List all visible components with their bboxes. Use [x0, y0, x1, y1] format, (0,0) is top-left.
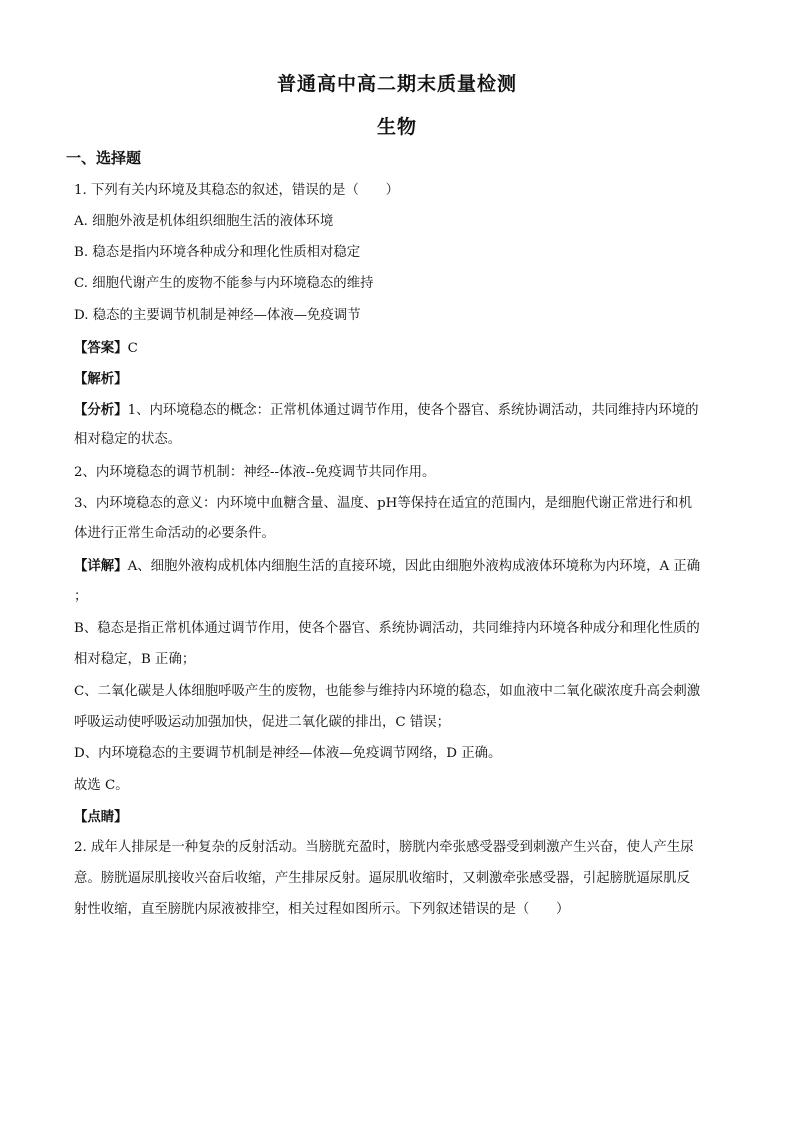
- answer-tag: 【答案】: [74, 340, 128, 356]
- question-2-stem-1: 2. 成年人排尿是一种复杂的反射活动。当膀胱充盈时，膀胱内牵张感受器受到刺激产生兴奋，使人产生尿: [74, 840, 694, 855]
- exam-title: 普通高中高二期末质量检测: [276, 73, 517, 95]
- section-heading: 一、选择题: [66, 149, 142, 167]
- xiangjie-tag: 【详解】: [74, 558, 128, 574]
- jiexi-tag: 【解析】: [74, 371, 128, 387]
- fenxi-line-3: 3、内环境稳态的意义：内环境中血糖含量、温度、pH等保持在适宜的范围内，是细胞代谢正常进行和机: [74, 496, 692, 511]
- fenxi-line-1b: 相对稳定的状态。: [74, 432, 182, 447]
- answer-line: [74, 338, 138, 359]
- xiangjie-line-a2: ；: [74, 589, 88, 604]
- option-c: C. 细胞代谢产生的废物不能参与内环境稳态的维持: [74, 276, 374, 291]
- xiangjie-a-text: A、细胞外液构成机体内细胞生活的直接环境，因此由细胞外液构成液体环境称为内环境，A 正确: [127, 559, 701, 574]
- dianjing-tag: 【点睛】: [74, 809, 128, 825]
- fenxi-line-3b: 体进行正常生命活动的必要条件。: [74, 526, 275, 541]
- answer-value: C: [127, 341, 138, 356]
- subject-title: 生物: [376, 116, 417, 138]
- option-a: A. 细胞外液是机体组织细胞生活的液体环境: [74, 214, 334, 229]
- question-2-stem-2: 意。膀胱逼尿肌接收兴奋后收缩，产生排尿反射。逼尿肌收缩时，又刺激牵张感受器，引起膀胱逼尿肌反: [74, 871, 690, 886]
- xiangjie-line-d: D、内环境稳态的主要调节机制是神经—体液—免疫调节网络，D 正确。: [74, 746, 502, 761]
- question-2-stem-3: 射性收缩，直至膀胱内尿液被排空，相关过程如图所示。下列叙述错误的是（ ）: [74, 902, 570, 917]
- xiangjie-line-a: [74, 556, 700, 577]
- option-d: D. 稳态的主要调节机制是神经—体液—免疫调节: [74, 308, 361, 323]
- fenxi-line-1: [74, 400, 699, 421]
- xiangjie-line-b2: 相对稳定，B 正确；: [74, 652, 196, 667]
- fenxi-text-1: 1、内环境稳态的概念：正常机体通过调节作用，使各个器官、系统协调活动，共同维持内环境的: [127, 403, 699, 418]
- question-1-stem: 1. 下列有关内环境及其稳态的叙述，错误的是（ ）: [74, 183, 400, 198]
- fenxi-line-2: 2、内环境稳态的调节机制：神经--体液--免疫调节共同作用。: [74, 465, 436, 480]
- xiangjie-line-c: C、二氧化碳是人体细胞呼吸产生的废物，也能参与维持内环境的稳态，如血液中二氧化碳浓度升高会刺激: [74, 684, 701, 699]
- xiangjie-line-b: B、稳态是指正常机体通过调节作用，使各个器官、系统协调活动，共同维持内环境各种成分和理化性质的: [74, 621, 700, 636]
- xiangjie-line-c2: 呼吸运动使呼吸运动加强加快，促进二氧化碳的排出，C 错误；: [74, 715, 451, 730]
- conclusion-line: 故选 C。: [74, 778, 129, 793]
- option-b: B. 稳态是指内环境各种成分和理化性质相对稳定: [74, 245, 361, 260]
- fenxi-tag: 【分析】: [74, 402, 128, 418]
